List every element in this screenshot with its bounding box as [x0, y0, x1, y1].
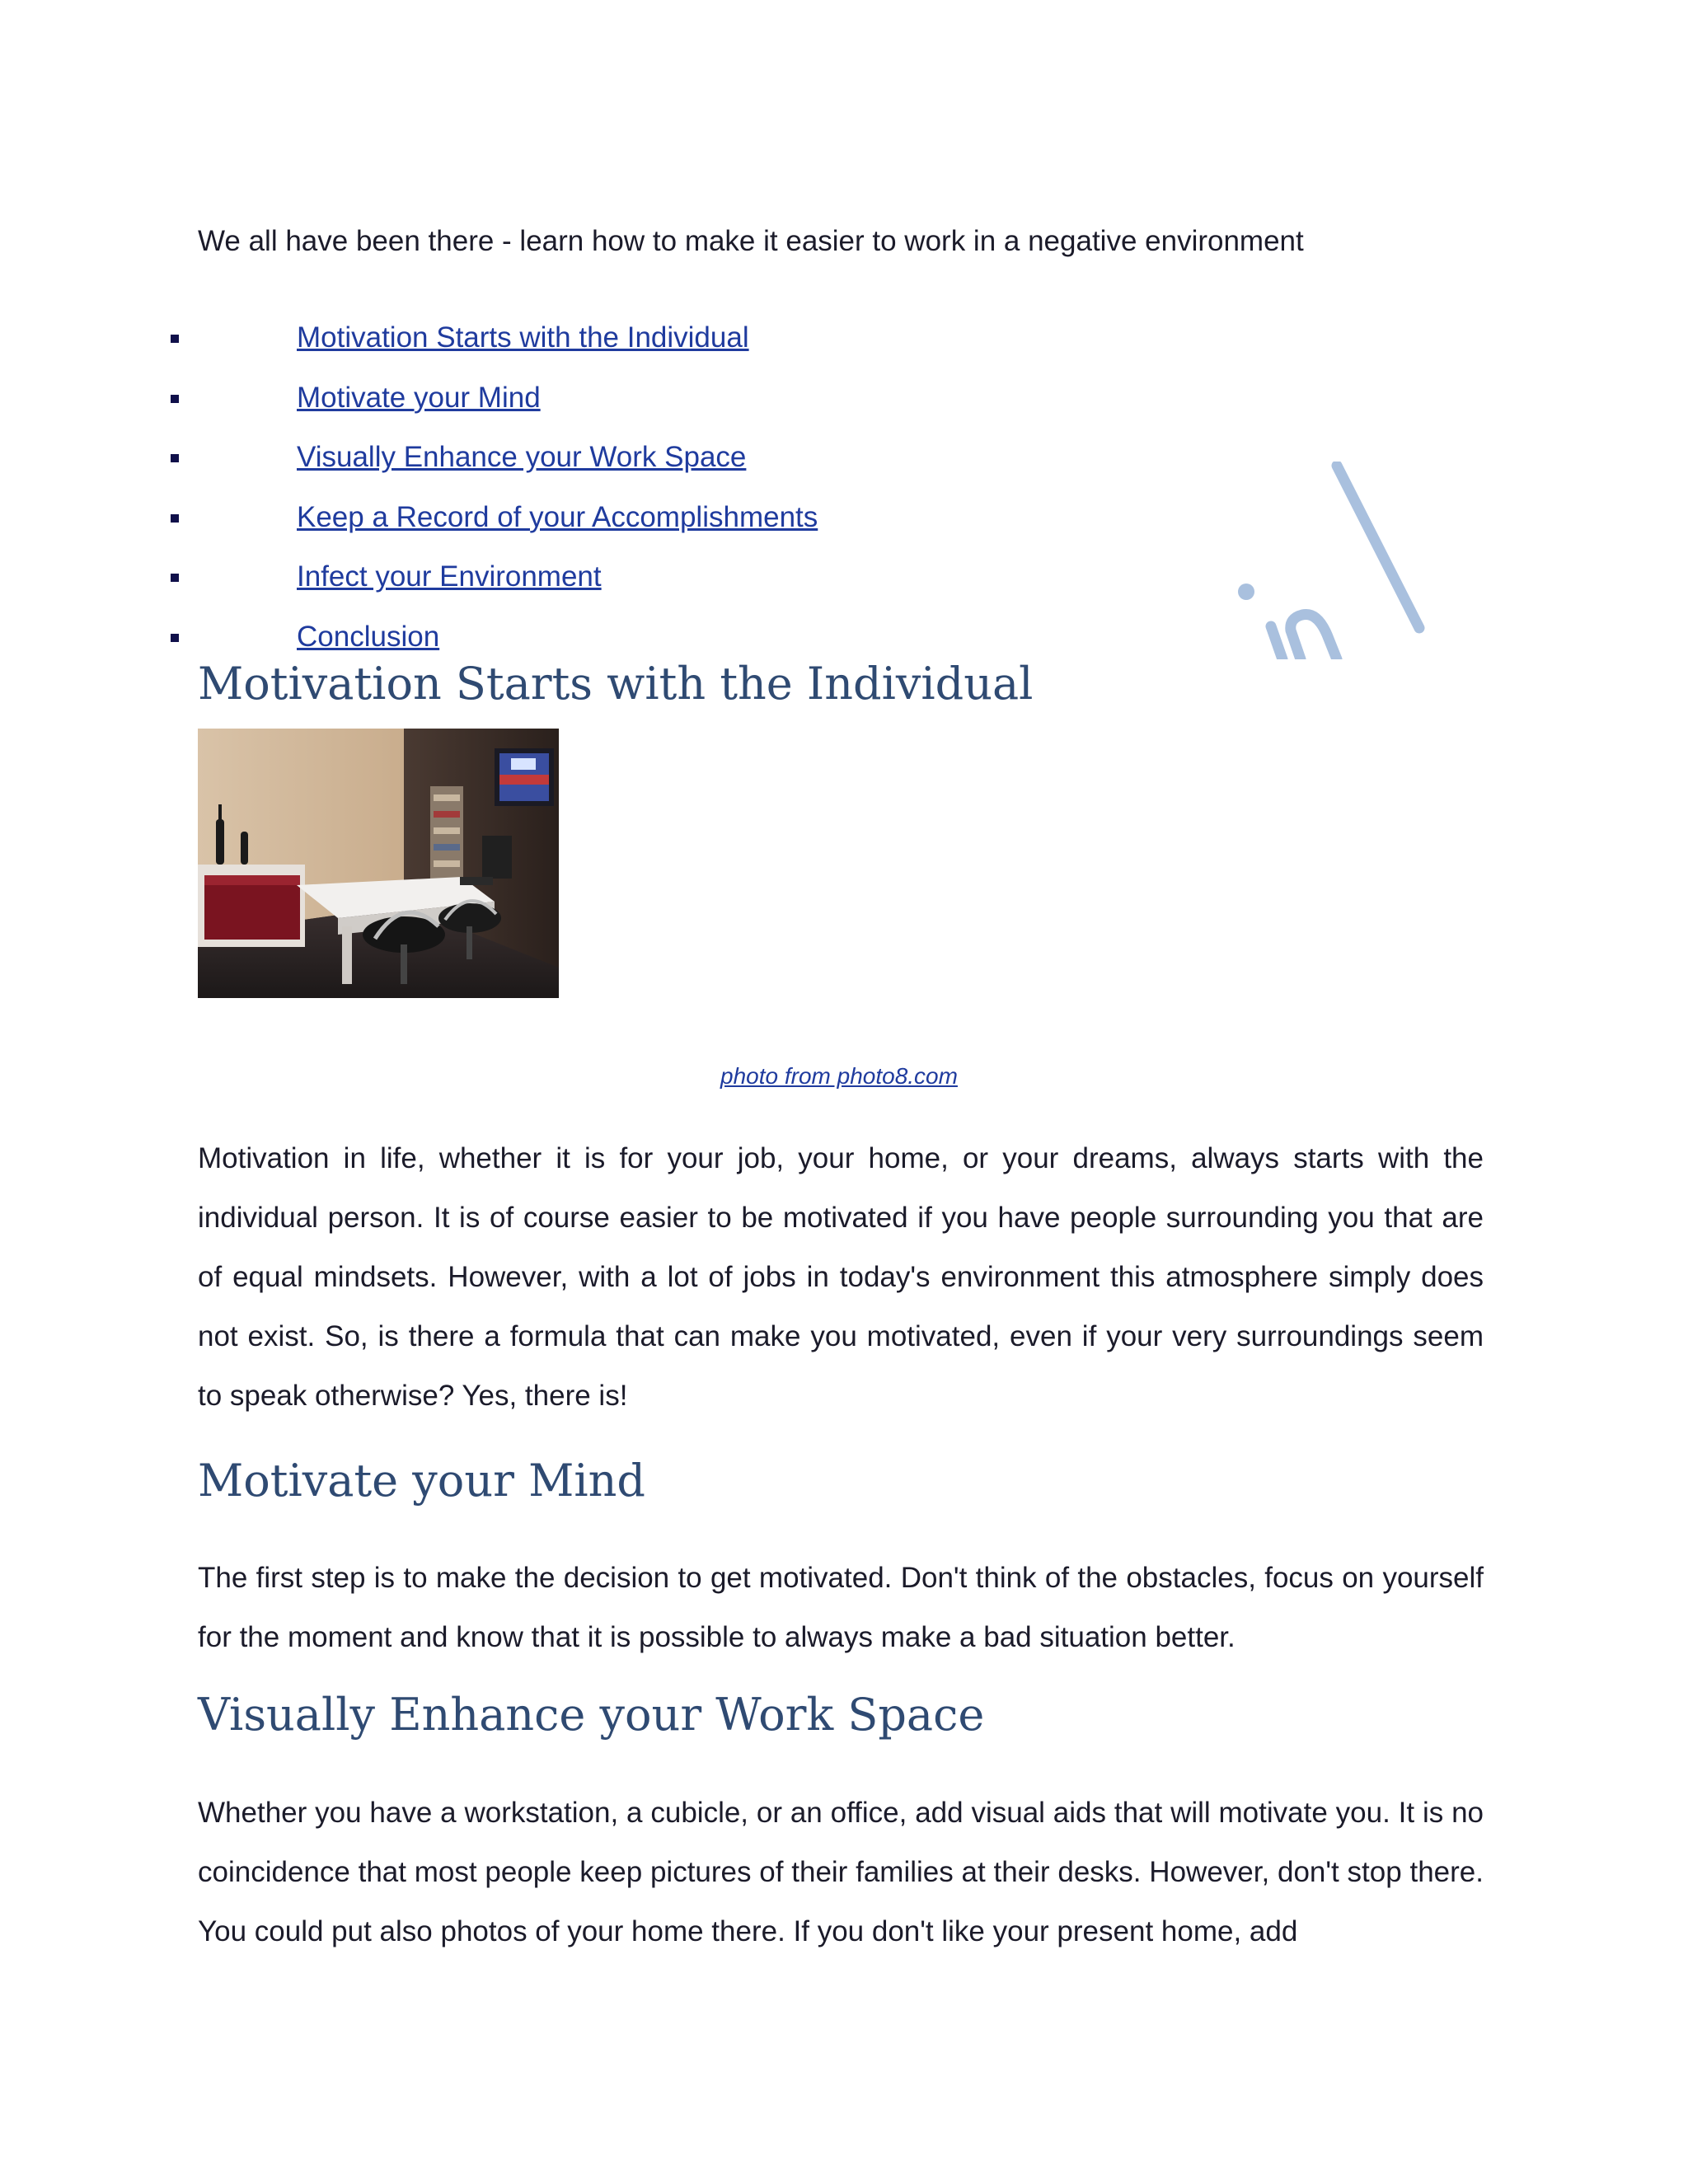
square-bullet-icon — [171, 574, 179, 582]
toc-link-conclusion[interactable]: Conclusion — [297, 620, 440, 653]
paragraph-workspace: Whether you have a workstation, a cubicle, or an office, add visual aids that will motivate you. It is no coincidence that most people keep pictures of their families at their desks. However, don't stop there. You could put also photos of your home there. If you don't like your present home, add — [198, 1797, 1484, 1947]
toc-link-accomplishments[interactable]: Keep a Record of your Accomplishments — [297, 500, 818, 533]
square-bullet-icon — [171, 634, 179, 642]
watermark-logo-icon — [1236, 462, 1451, 659]
section-heading-workspace: Visually Enhance your Work Space — [198, 1689, 985, 1741]
toc-link-environment[interactable]: Infect your Environment — [297, 560, 602, 593]
square-bullet-icon — [171, 454, 179, 462]
office-photo-illustration — [198, 729, 559, 998]
office-photo — [198, 729, 559, 998]
square-bullet-icon — [171, 514, 179, 523]
square-bullet-icon — [171, 335, 179, 343]
intro-text: We all have been there - learn how to make it easier to work in a negative environment — [198, 225, 1304, 257]
section-heading-mind: Motivate your Mind — [198, 1455, 645, 1507]
section-heading-individual: Motivation Starts with the Individual — [198, 658, 1034, 710]
watermark-logo — [1236, 462, 1451, 659]
paragraph-mind: The first step is to make the decision to get motivated. Don't think of the obstacles, focus on yourself for the moment and know that it is possible to always make a bad situation better. — [198, 1562, 1484, 1653]
paragraph-individual: Motivation in life, whether it is for your job, your home, or your dreams, always starts with the individual person. It is of course easier to be motivated if you have people surrounding you that are of equal mindsets. However, with a lot of jobs in today's environment this atmosphere simply does not exist. So, is there a formula that can make you motivated, even if your very surroundings seem to speak otherwise? Yes, there is! — [198, 1142, 1484, 1412]
square-bullet-icon — [171, 395, 179, 403]
photo-credit-link[interactable]: photo from photo8.com — [720, 1063, 958, 1089]
toc-link-mind[interactable]: Motivate your Mind — [297, 381, 541, 414]
toc-link-individual[interactable]: Motivation Starts with the Individual — [297, 321, 749, 354]
toc-link-workspace[interactable]: Visually Enhance your Work Space — [297, 441, 747, 473]
